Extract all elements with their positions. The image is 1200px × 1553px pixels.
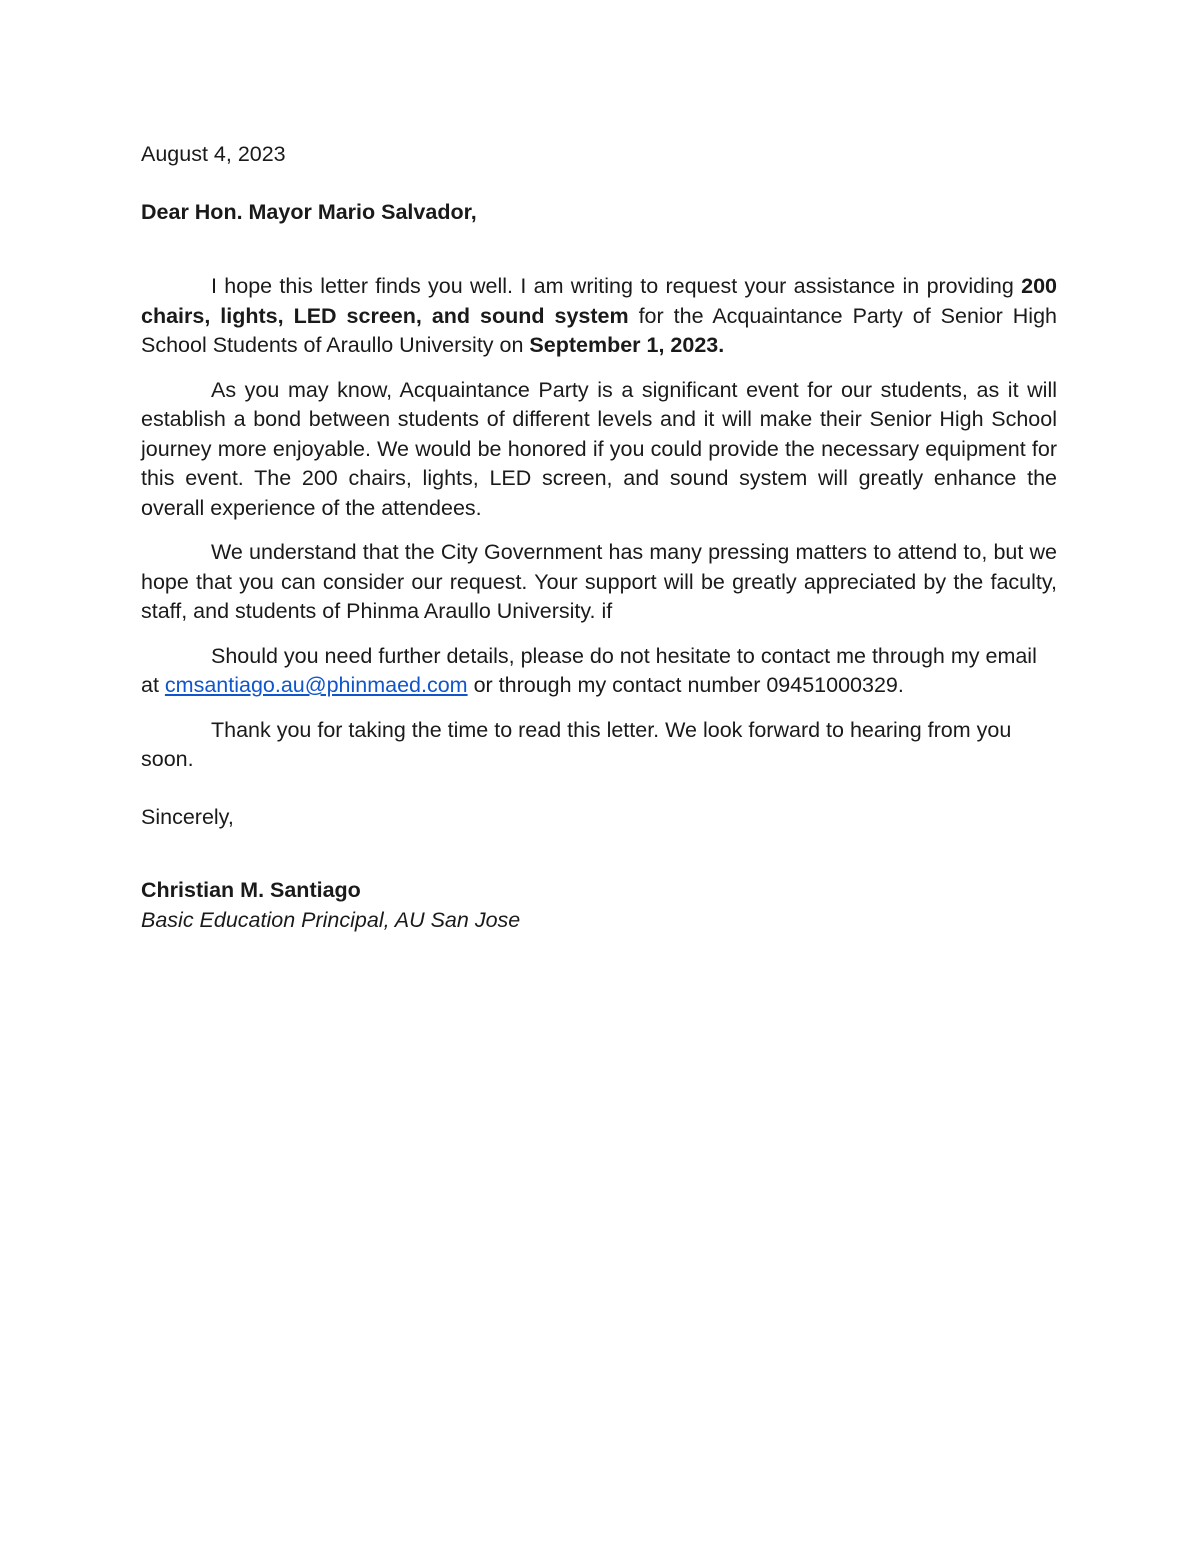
- paragraph-thanks: Thank you for taking the time to read this letter. We look forward to hearing from you soon.: [141, 717, 1012, 771]
- paragraph-contact-text-a: Should you need further details, please do not hesitate to contact me through my email at: [141, 643, 1037, 697]
- paragraph-request-text-a: I hope this letter finds you well. I am writing to request your assistance in providing: [211, 274, 1022, 298]
- paragraph-consideration: We understand that the City Government has many pressing matters to attend to, but we hope that you can consider our request. Your support will be greatly appreciated by the faculty, staff, and students of Phinma Araullo University. if: [141, 540, 1057, 623]
- salutation: Dear Hon. Mayor Mario Salvador,: [141, 199, 477, 224]
- paragraph-request-text-c: for the Acquaintance Party of Senior High School Students of Araullo University on: [141, 303, 1058, 357]
- closing: Sincerely,: [141, 804, 234, 829]
- signature-name: Christian M. Santiago: [141, 878, 361, 902]
- paragraph-significance: As you may know, Acquaintance Party is a significant event for our students, as it will establish a bond between students of different levels and it will make their Senior High School journey more enjoyable. We would be honored if you could provide the necessary equipment for this event. The 200 chairs, lights, LED screen, and sound system will greatly enhance the overall experience of the attendees.: [141, 377, 1057, 520]
- paragraph-contact: [141, 642, 1057, 701]
- paragraph-contact-text-b: or through my contact number 09451000329.: [467, 673, 904, 697]
- paragraph-request: [141, 272, 1057, 361]
- letter-page: [141, 140, 1057, 935]
- signature-title: Basic Education Principal, AU San Jose: [141, 907, 521, 932]
- event-date: September 1, 2023.: [529, 333, 725, 357]
- letter-date: August 4, 2023: [141, 142, 286, 166]
- email-link[interactable]: cmsantiago.au@phinmaed.com: [164, 673, 468, 697]
- requested-items: 200 chairs, lights, LED screen, and sound system: [141, 274, 1057, 328]
